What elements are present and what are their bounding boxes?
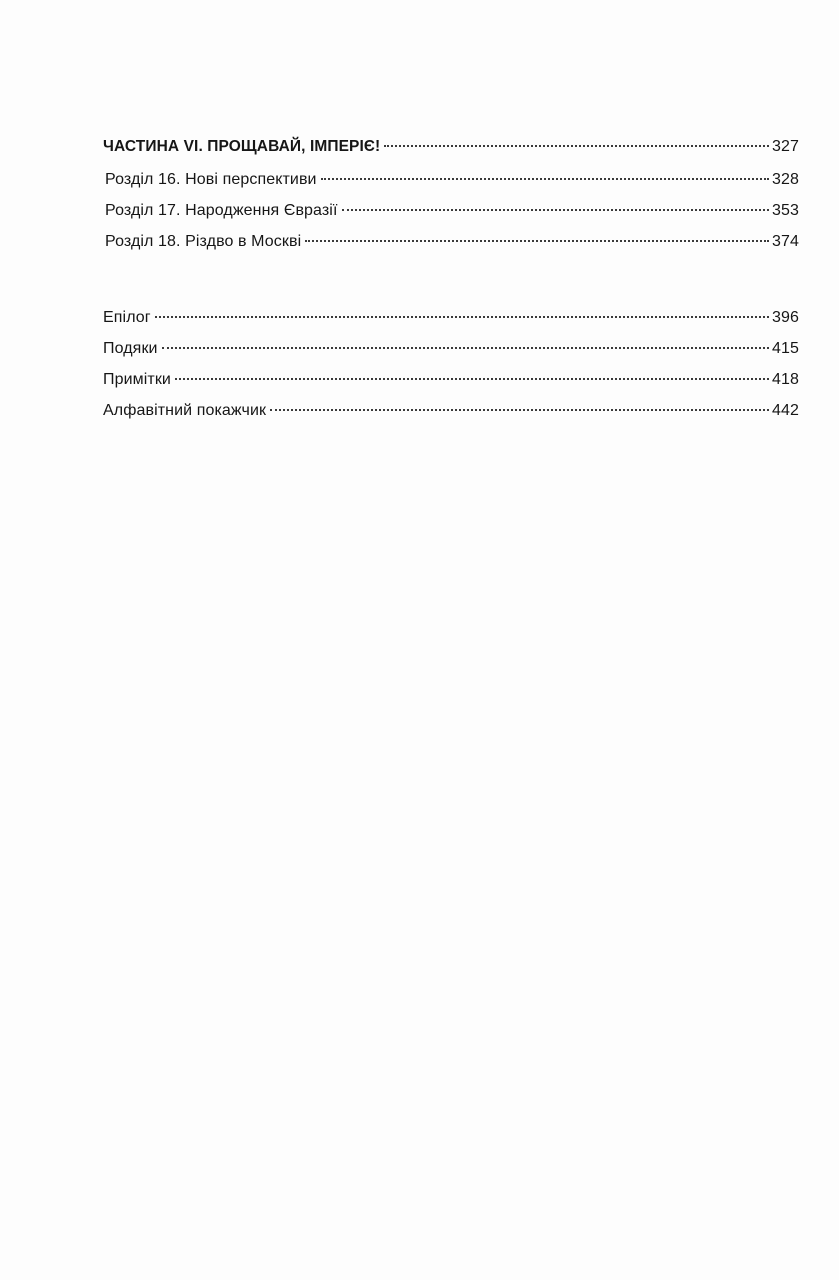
toc-entry-title: Алфавітний покажчик [103,402,267,419]
toc-entry-title: Розділ 16. Нові перспективи [105,171,317,188]
toc-entry-back-matter [103,302,799,333]
toc-part-heading [103,130,799,164]
toc-entry-chapter [103,195,799,226]
toc-entry-back-matter [103,333,799,364]
dot-leader [270,409,769,411]
toc-entry-back-matter [103,395,799,426]
toc-entry-page: 396 [772,309,799,326]
dot-leader [305,240,769,242]
dot-leader [321,178,769,180]
toc-entry-back-matter [103,364,799,395]
toc-entry-chapter [103,164,799,195]
toc-entry-page: 328 [772,171,799,188]
toc-entry-page: 353 [772,202,799,219]
toc-entry-page: 415 [772,340,799,357]
toc-back-matter [103,302,799,426]
toc-entry-title: Епілог [103,309,151,326]
toc-entry-title: Розділ 17. Народження Євразії [105,202,338,219]
dot-leader [155,316,769,318]
toc-entry-page: 418 [772,371,799,388]
toc-entry-title: ЧАСТИНА VI. ПРОЩАВАЙ, ІМПЕРІЄ! [103,138,381,155]
toc-entry-title: Примітки [103,371,171,388]
toc-entry-title: Розділ 18. Різдво в Москві [105,233,302,250]
toc-entry-page: 327 [772,138,799,155]
toc-part-section [103,130,799,257]
toc-entry-page: 374 [772,233,799,250]
toc-entry-page: 442 [772,402,799,419]
dot-leader [342,209,769,211]
dot-leader [175,378,769,380]
dot-leader [384,145,769,147]
toc-entry-title: Подяки [103,340,158,357]
dot-leader [162,347,769,349]
toc-entry-chapter [103,226,799,257]
